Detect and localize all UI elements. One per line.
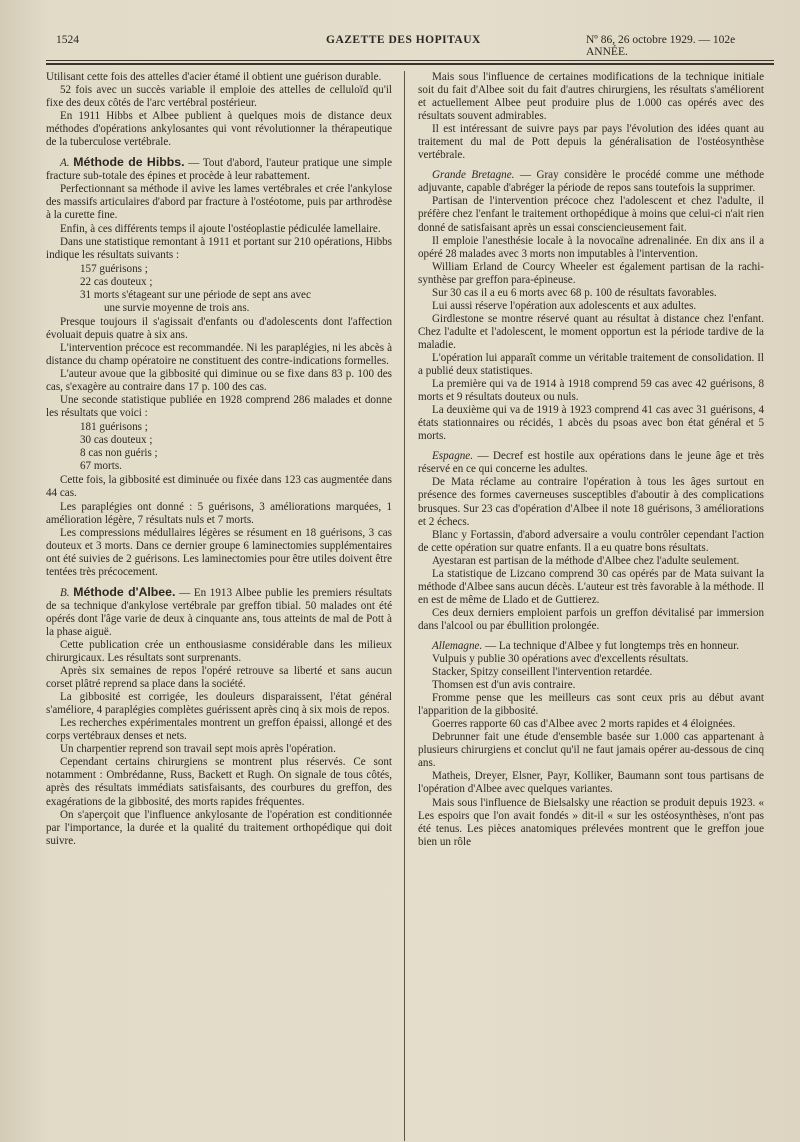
paragraph: Blanc y Fortassin, d'abord adversaire a voulu contrôler cependant l'action de cette opération sur quatre enfants. Il a eu quatre bons résultats. bbox=[418, 528, 764, 554]
country-spain bbox=[418, 450, 764, 476]
paragraph: Dans une statistique remontant à 1911 et portant sur 210 opérations, Hibbs indique les résultats suivants : bbox=[46, 235, 392, 261]
right-column bbox=[404, 71, 764, 849]
list-item: 31 morts s'étageant sur une période de sept ans avec bbox=[80, 288, 311, 301]
paragraph: Utilisant cette fois des attelles d'acier étamé il obtient une guérison durable. bbox=[46, 71, 382, 83]
paragraph: La deuxième qui va de 1919 à 1923 comprend 41 cas avec 31 guérisons, 4 états stationnaires ou récidés, 1 abcès du psoas avec bon état général et 5 morts. bbox=[418, 404, 764, 443]
paragraph: L'intervention précoce est recommandée. Ni les paraplégies, ni les abcès à distance du champ opératoire ne constituent des contre-indications formelles. bbox=[46, 341, 392, 367]
section-albee bbox=[46, 586, 392, 639]
section-letter: A. bbox=[60, 157, 70, 170]
paragraph: Une seconde statistique publiée en 1928 comprend 286 malades et donne les résultats que voici : bbox=[46, 394, 392, 420]
section-heading: Méthode de Hibbs. bbox=[73, 155, 185, 170]
list-item: 181 guérisons ; bbox=[80, 421, 148, 434]
issue-info: Nº 86, 26 octobre 1929. — 102e ANNÉE. bbox=[586, 34, 736, 58]
section-letter: B. bbox=[60, 586, 70, 599]
paragraph: Girdlestone se montre réservé quant au résultat à distance chez l'enfant. Chez l'adulte et l'adolescent, le moment opportun est la période tardive de la maladie. bbox=[418, 312, 764, 351]
paragraph: La gibbosité est corrigée, les douleurs disparaissent, l'état général s'améliore, 4 paraplégies complètes guérissent après cinq à six mois de repos. bbox=[46, 691, 392, 717]
country-label: Allemagne. bbox=[432, 639, 483, 652]
paragraph: Mais sous l'influence de Bielsalsky une réaction se produit depuis 1923. « Les espoirs que l'on avait fondés » dit-il « sur les ostéosynthèses, n'ont pas été tenus. Les pièces anatomiques prélevées montrent que le greffon joue bien un rôle bbox=[418, 796, 764, 848]
paragraph: Cette fois, la gibbosité est diminuée ou fixée dans 123 cas augmentée dans 44 cas. bbox=[46, 474, 392, 500]
paragraph: Lui aussi réserve l'opération aux adolescents et aux adultes. bbox=[432, 299, 697, 312]
left-column bbox=[46, 71, 404, 849]
country-text: — La technique d'Albee y fut longtemps très en honneur. bbox=[482, 639, 739, 652]
section-heading: Méthode d'Albee. bbox=[73, 584, 176, 599]
country-label: Grande Bretagne. bbox=[432, 169, 515, 182]
paragraph: Partisan de l'intervention précoce chez l'adolescent et chez l'adulte, il préfère chez l'enfant le traitement orthopédique à moins que celui-ci n'ait rien donné de satisfaisant après un essai consciencieusement fait. bbox=[418, 195, 764, 234]
paragraph: La première qui va de 1914 à 1918 comprend 59 cas avec 42 guérisons, 8 morts et 9 résultats douteux ou nuls. bbox=[418, 378, 764, 404]
paragraph: L'auteur avoue que la gibbosité qui diminue ou se fixe dans 83 p. 100 des cas, s'exagère au contraire dans 17 p. 100 des cas. bbox=[46, 368, 392, 394]
section-hibbs bbox=[46, 156, 392, 183]
paragraph: Mais sous l'influence de certaines modifications de la technique initiale soit du fait d'Albee soit du fait d'autres chirurgiens, les résultats s'améliorent et actuellement Albee peut produire plus de 1.000 cas opérés avec des résultats souvent admirables. bbox=[418, 71, 764, 123]
paragraph: De Mata réclame au contraire l'opération à tous les âges surtout en présence des formes caverneuses susceptibles d'aboutir à des complications brusques. Sur 23 cas d'opération d'Albee il note 18 guérisons, 3 améliorations et 2 échecs. bbox=[418, 476, 764, 528]
list-item: 67 morts. bbox=[80, 460, 122, 473]
header-rule-thick bbox=[46, 63, 774, 65]
paragraph: En 1911 Hibbs et Albee publient à quelques mois de distance deux méthodes d'opérations ankylosantes qui vont révolutionner la thérapeutique de la tuberculose vertébrale. bbox=[46, 110, 392, 149]
paragraph: Il est intéressant de suivre pays par pays l'évolution des idées quant au traitement du mal de Pott depuis la généralisation de l'ostéosynthèse vertébrale. bbox=[418, 123, 764, 162]
paragraph: Presque toujours il s'agissait d'enfants ou d'adolescents dont l'affection évoluait depuis quatre à six ans. bbox=[46, 315, 392, 341]
paragraph: Fromme pense que les meilleurs cas sont ceux pris au début avant l'apparition de la gibbosité. bbox=[418, 692, 764, 718]
paragraph: Un charpentier reprend son travail sept mois après l'opération. bbox=[60, 743, 336, 756]
page-number: 1524 bbox=[56, 34, 79, 46]
list-item: 22 cas douteux ; bbox=[80, 275, 153, 288]
page-header bbox=[46, 34, 774, 58]
country-germany bbox=[418, 640, 764, 653]
results-list-1911 bbox=[80, 263, 392, 315]
country-text: — Decref est hostile aux opérations dans le jeune âge et très réservé en ce qui concerne les adultes. bbox=[418, 450, 764, 476]
paragraph: Il emploie l'anesthésie locale à la novocaïne adrenalinée. En dix ans il a opéré 28 malades avec 3 morts non imputables à l'intervention. bbox=[418, 234, 764, 260]
paragraph: Sur 30 cas il a eu 6 morts avec 68 p. 100 de résultats favorables. bbox=[432, 286, 717, 299]
section-text: — Tout d'abord, l'auteur pratique une simple fracture sub-totale des épines et procède à leur rabattement. bbox=[46, 157, 392, 183]
paragraph: On s'aperçoit que l'influence ankylosante de l'opération est conditionnée par l'importance, la durée et la qualité du traitement orthopédique qui doit suivre. bbox=[46, 808, 392, 847]
list-item: 157 guérisons ; bbox=[80, 262, 148, 275]
journal-title: GAZETTE DES HOPITAUX bbox=[326, 34, 481, 46]
paragraph: Cependant certains chirurgiens se montrent plus réservés. Ce sont notamment : Ombrédanne, Russ, Backett et Rugh. On signale de tous côtés, après des résultats immédiats satisfaisants, des courbures du greffon, des exagérations de la gibbosité, des morts rapides fréquentes. bbox=[46, 756, 392, 808]
paragraph: Les compressions médullaires légères se résument en 18 guérisons, 3 cas douteux et 3 morts. Dans ce dernier groupe 6 laminectomies supplémentaires ont été suivies de 2 guérisons. Les laminectomies pour être utiles doivent être tentées très précocement. bbox=[46, 526, 392, 578]
paragraph: L'opération lui apparaît comme un véritable traitement de consolidation. Il a publié deux statistiques. bbox=[418, 351, 764, 378]
paragraph: Après six semaines de repos l'opéré retrouve sa liberté et sans aucun corset plâtré reprend sa place dans la société. bbox=[46, 665, 392, 691]
paragraph: 52 fois avec un succès variable il emploie des attelles de celluloïd qu'il fixe des deux côtés de l'arc vertébral postérieur. bbox=[46, 84, 392, 110]
results-list-1928 bbox=[80, 421, 392, 473]
paragraph: Perfectionnant sa méthode il avive les lames vertébrales et crée l'ankylose des massifs articulaires d'abord par fracture à l'ostéotome, puis par arthrodèse à la curette fine. bbox=[46, 183, 392, 222]
paragraph: La statistique de Lizcano comprend 30 cas opérés par de Mata suivant la méthode d'Albee sans aucun décès. L'auteur est très favorable à la méthode. Il en est de même de Llado et de Guttierez. bbox=[418, 567, 764, 606]
country-label: Espagne. bbox=[432, 450, 473, 463]
paragraph: Matheis, Dreyer, Elsner, Payr, Kolliker, Baumann sont tous partisans de l'opération d'Albee avec quelques variantes. bbox=[418, 770, 764, 796]
column-divider bbox=[404, 71, 405, 1141]
paragraph: Vulpuis y publie 30 opérations avec d'excellents résultats. bbox=[432, 653, 689, 666]
paragraph: Thomsen est d'un avis contraire. bbox=[432, 679, 576, 692]
country-great-britain bbox=[418, 169, 764, 195]
list-item: 30 cas douteux ; bbox=[80, 434, 153, 447]
section-text: — En 1913 Albee publie les premiers résultats de sa technique d'ankylose vertébrale par greffon tibial. 50 malades ont été opérés dont l'âge varie de deux à cinquante ans, tous atteints de mal de Pott à la phase aiguë. bbox=[46, 586, 392, 638]
paragraph: Cette publication crée un enthousiasme considérable dans les milieux chirurgicaux. Les résultats sont surprenants. bbox=[46, 638, 392, 665]
paragraph: Les paraplégies ont donné : 5 guérisons, 3 améliorations marquées, 1 amélioration légère, 7 résultats nuls et 7 morts. bbox=[46, 500, 392, 526]
country-text: — Gray considère le procédé comme une méthode adjuvante, capable d'abréger la période de repos sans toutefois la supprimer. bbox=[418, 169, 764, 195]
list-item-continuation: une survie moyenne de trois ans. bbox=[104, 301, 250, 314]
paragraph: Enfin, à ces différents temps il ajoute l'ostéoplastie pédiculée lamellaire. bbox=[60, 222, 381, 235]
paragraph: Stacker, Spitzy conseillent l'intervention retardée. bbox=[432, 666, 653, 679]
article-columns bbox=[46, 71, 774, 849]
paragraph: Debrunner fait une étude d'ensemble basée sur 1.000 cas appartenant à plusieurs chirurgiens et conclut qu'il ne faut jamais opérer au-dessous de cinq ans. bbox=[418, 731, 764, 770]
paragraph: Ces deux derniers emploient parfois un greffon dévitalisé par immersion dans l'alcool ou par ébullition prolongée. bbox=[418, 606, 764, 632]
paragraph: Ayestaran est partisan de la méthode d'Albee chez l'adulte seulement. bbox=[432, 554, 740, 567]
header-rule bbox=[46, 60, 774, 61]
paragraph: Goerres rapporte 60 cas d'Albee avec 2 morts rapides et 4 éloignées. bbox=[432, 718, 736, 731]
paragraph: Les recherches expérimentales montrent un greffon épaissi, allongé et des corps vertébraux denses et nets. bbox=[46, 717, 392, 743]
list-item: 8 cas non guéris ; bbox=[80, 447, 158, 460]
paragraph: William Erland de Courcy Wheeler est également partisan de la rachi-synthèse par greffon para-épineuse. bbox=[418, 260, 764, 286]
